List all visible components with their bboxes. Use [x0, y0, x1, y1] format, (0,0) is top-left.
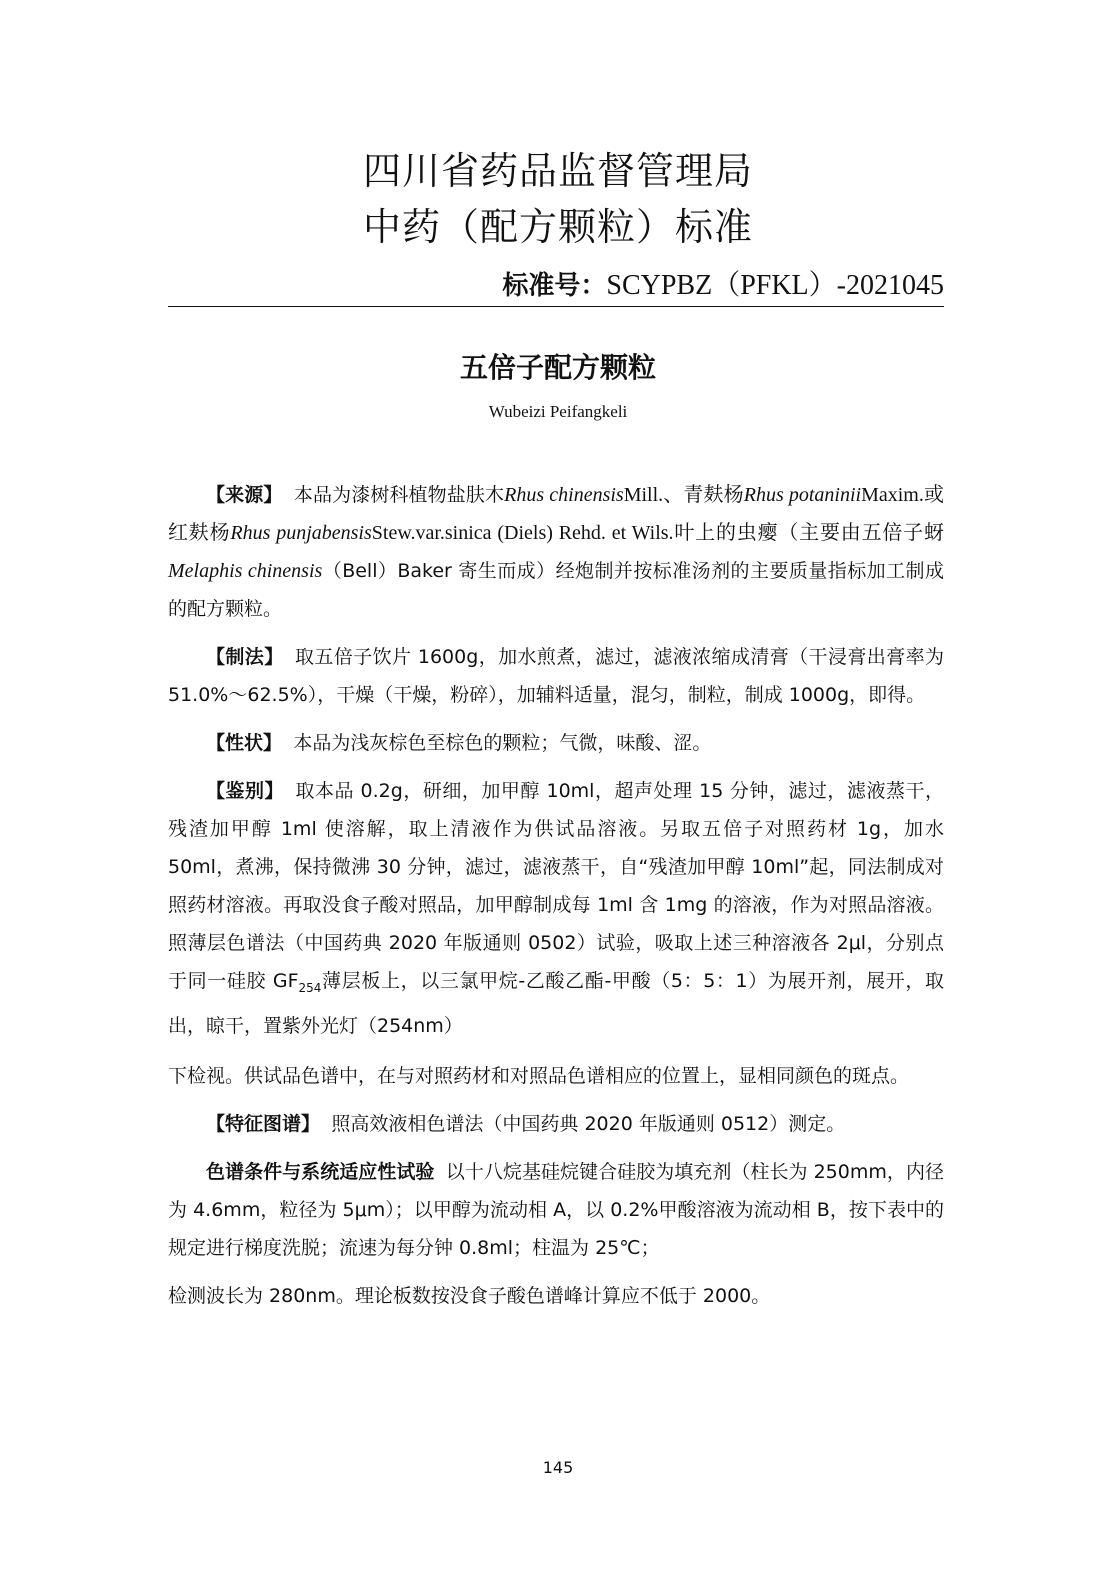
section-text: 照高效液相色谱法（中国药典 2020 年版通则 0512）测定。 [331, 1112, 846, 1135]
section-heading: 【性状】 [206, 732, 283, 754]
latin-name: Rhus chinensis [504, 484, 624, 506]
section-heading: 色谱条件与系统适应性试验 [206, 1160, 435, 1183]
document-title-pinyin: Wubeizi Peifangkeli [488, 402, 628, 421]
section-heading: 【制法】 [206, 646, 284, 668]
standard-category: 中药（配方颗粒）标准 [362, 205, 753, 249]
section-heading: 【特征图谱】 [206, 1112, 321, 1135]
section-description [168, 724, 944, 762]
agency-name: 四川省药品监督管理局 [362, 149, 753, 193]
section-text: 取本品 0.2g，研细，加甲醇 10ml，超声处理 15 分钟，滤过，滤液蒸干，残渣加甲醇 1ml 使溶解，取上清液作为供试品溶液。另取五倍子对照药材 1g，加水 50ml，煮沸，保持微沸 30 分钟，滤过，滤液蒸干，自“残渣加甲醇 10ml”起，同法制成对照药材溶液。再取没食子酸对照品，加甲醇制成每 1ml 含 1mg 的溶液，作为对照品溶液。照薄层色谱法（中国药典 2020 年版通则 0502）试验，吸取上述三种溶液各 2μl，分别点于同一硅胶 GF [168, 780, 944, 992]
page-number: 145 [542, 1458, 574, 1477]
latin-name: Rhus punjabensis [230, 522, 372, 544]
subscript: 254 [298, 980, 322, 995]
section-text: 薄层板上，以三氯甲烷-乙酸乙酯-甲酸（5：5：1）为展开剂，展开，取出，晾干，置紫外光灯（254nm） [168, 970, 944, 1037]
latin-name: Rhus potaninii [743, 484, 862, 506]
standard-number: SCYPBZ（PFKL）-2021045 [606, 270, 944, 301]
section-text: 以十八烷基硅烷键合硅胶为填充剂（柱长为 250mm，内径为 4.6mm，粒径为 5μm）；以甲醇为流动相 A，以 0.2%甲酸溶液为流动相 B，按下表中的规定进行梯度洗脱；流速为每分钟 0.8ml；柱温为 25℃； [168, 1160, 944, 1259]
standard-number-line [502, 266, 944, 306]
section-text-continued: 下检视。供试品色谱中，在与对照药材和对照品色谱相应的位置上，显相同颜色的斑点。 [168, 1064, 910, 1087]
section-heading: 【鉴别】 [206, 780, 285, 802]
section-preparation [168, 638, 944, 714]
section-source: 【来源】 本品为漆树科植物盐肤木Rhus chinensisMill.、青麸杨Rhus potaniniiMaxim.或红麸杨Rhus punjabensisStew.var.sinica (Diels) Rehd. et Wils.叶上的虫瘿（主要由五倍子蚜Melaphis chinensis（Bell）Baker 寄生而成）经炮制并按标准汤剂的主要质量指标加工制成的配方颗粒。 [168, 484, 944, 620]
latin-name: Melaphis chinensis [168, 560, 323, 582]
section-heading: 【来源】 [206, 484, 283, 506]
section-chromatography [168, 1153, 944, 1315]
section-fingerprint [168, 1105, 944, 1143]
standard-number-label: 标准号： [502, 271, 607, 301]
section-text: 本品为浅灰棕色至棕色的颗粒；气微，味酸、涩。 [293, 732, 712, 754]
header-divider [168, 306, 944, 307]
document-body [168, 476, 944, 1315]
issuing-agency-header [0, 143, 1116, 255]
section-text-continued: 检测波长为 280nm。理论板数按没食子酸色谱峰计算应不低于 2000。 [168, 1284, 771, 1307]
section-text: 取五倍子饮片 1600g，加水煎煮，滤过，滤液浓缩成清膏（干浸膏出膏率为 51.0%～62.5%），干燥（干燥，粉碎），加辅料适量，混匀，制粒，制成 1000g，即得。 [168, 646, 944, 706]
section-identification [168, 772, 944, 1095]
document-title: 五倍子配方颗粒 [459, 351, 656, 384]
